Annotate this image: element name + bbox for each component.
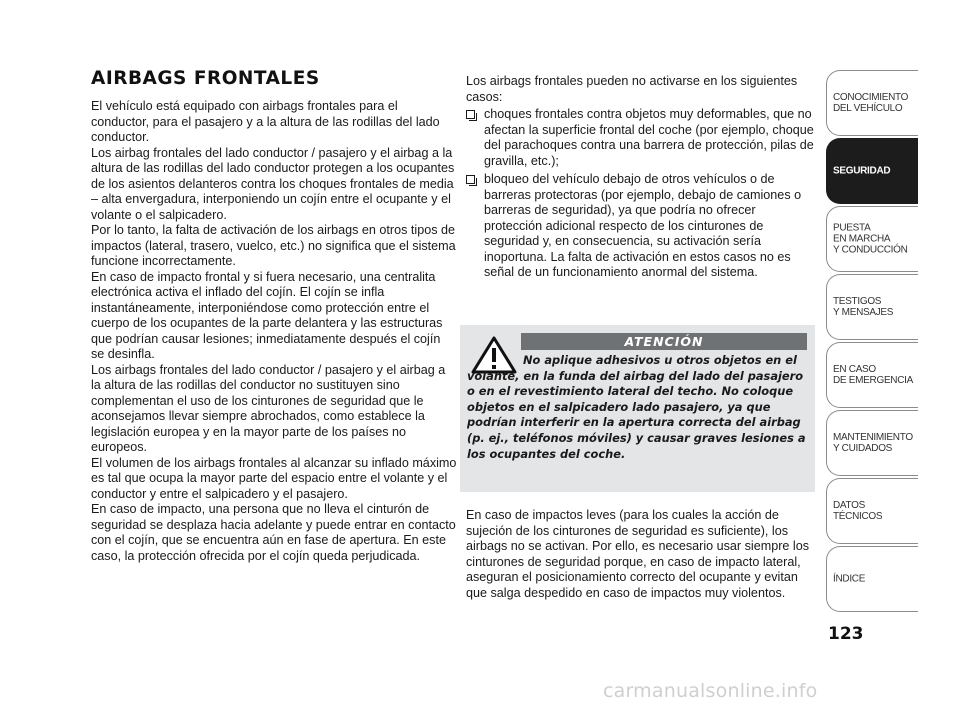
tab-label: DATOS TÉCNICOS xyxy=(833,500,883,522)
intro-text: Los airbags frontales pueden no activarse en los siguientes casos: xyxy=(466,74,798,104)
tab-conocimiento[interactable] xyxy=(826,70,918,136)
tab-label: CONOCIMIENTO DEL VEHÍCULO xyxy=(833,92,909,114)
page-number: 123 xyxy=(828,624,864,644)
list-item: bloqueo del vehículo debajo de otros vehículos o de barreras protectoras (por ejemplo, debajo de camiones o barreras de seguridad), ya que podría no ofrecer protección adicional respecto de los cinturones de seguridad y, en consecuencia, su activación sería inoportuna. La falta de activación en estos casos no es señal de un funcionamiento anormal del sistema. xyxy=(466,172,816,281)
left-column xyxy=(91,68,457,564)
paragraph: El vehículo está equipado con airbags frontales para el conductor, para el pasajero y a la altura de las rodillas del lado conductor. Los airbag frontales del lado conductor / pasajero y el airbag a la altura de las rodillas del lado conductor protegen a los ocupantes de los asientos delanteros contra los choques frontales de media – alta envergadura, interponiendo un cojín entre el ocupante y el volante o el salpicadero. Por lo tanto, la falta de activación de los airbags en otros tipos de impactos (lateral, trasero, vuelco, etc.) no significa que el sistema funcione incorrectamente. En caso de impacto frontal y si fuera necesario, una centralita electrónica activa el inflado del cojín. El cojín se infla instantáneamente, interponiéndose como protección entre el cuerpo de los ocupantes de la parte delantera y las estructuras que podrían causar lesiones; inmediatamente después el cojín se desinfla. Los airbags frontales del lado conductor / pasajero y el airbag a la altura de las rodillas del conductor no sustituyen sino complementan el uso de los cinturones de seguridad que le aconsejamos llevar siempre abrochados, como establece la legislación europea y en la mayor parte de los países no europeos. El volumen de los airbags frontales al alcanzar su inflado máximo es tal que ocupa la mayor parte del espacio entre el volante y el conductor y entre el salpicadero y el pasajero. En caso de impacto, una persona que no lleva el cinturón de seguridad se desplaza hacia adelante y puede entrar en contacto con el cojín, que se encuentra aún en fase de apertura. En este caso, la protección ofrecida por el cojín queda perjudicada. xyxy=(91,99,457,563)
tab-label: ÍNDICE xyxy=(833,573,866,585)
tab-label: TESTIGOS Y MENSAJES xyxy=(833,296,894,318)
list-item: choques frontales contra objetos muy deformables, que no afectan la superficie frontal del coche (por ejemplo, choque del parachoques contra una barrera de protección, pilas de gravilla, etc.); xyxy=(466,107,816,169)
tab-label: PUESTA EN MARCHA Y CONDUCCIÓN xyxy=(833,222,908,256)
tab-emergencia[interactable] xyxy=(826,342,918,408)
watermark: carmanualsonline.info xyxy=(603,680,818,702)
warning-text: No aplique adhesivos u otros objetos en el volante, en la funda del airbag del lado del pasajero o en el revestimiento lateral del techo. No coloque objetos en el salpicadero lado pasajero, ya que podrían interferir en la apertura correcta del airbag (p. ej., teléfonos móviles) y causar graves lesiones a los ocupantes del coche. xyxy=(467,353,806,461)
tab-seguridad[interactable] xyxy=(826,138,918,204)
checkbox-bullet-icon xyxy=(466,175,475,184)
chapter-sidebar xyxy=(826,70,918,614)
tab-datos-tecnicos[interactable] xyxy=(826,478,918,544)
tab-label: MANTENIMIENTO Y CUIDADOS xyxy=(833,432,913,454)
tab-mantenimiento[interactable] xyxy=(826,410,918,476)
warning-box xyxy=(460,325,815,492)
tab-indice[interactable] xyxy=(826,546,918,612)
warning-header: ATENCIÓN xyxy=(521,333,807,350)
section-title: AIRBAGS FRONTALES xyxy=(91,68,320,89)
tab-label: EN CASO DE EMERGENCIA xyxy=(833,364,914,386)
bullet-list xyxy=(466,107,816,281)
tab-label: SEGURIDAD xyxy=(833,165,891,177)
right-column xyxy=(466,74,816,284)
closing-paragraph: En caso de impactos leves (para los cuales la acción de sujeción de los cinturones de seguridad es suficiente), los airbags no se activan. Por ello, es necesario usar siempre los cinturones de seguridad porque, en caso de impacto lateral, aseguran el posicionamiento correcto del ocupante y evitan que salga despedido en caso de impactos muy violentos. xyxy=(466,508,810,600)
tab-puesta-en-marcha[interactable] xyxy=(826,206,918,272)
checkbox-bullet-icon xyxy=(466,110,475,119)
tab-testigos[interactable] xyxy=(826,274,918,340)
